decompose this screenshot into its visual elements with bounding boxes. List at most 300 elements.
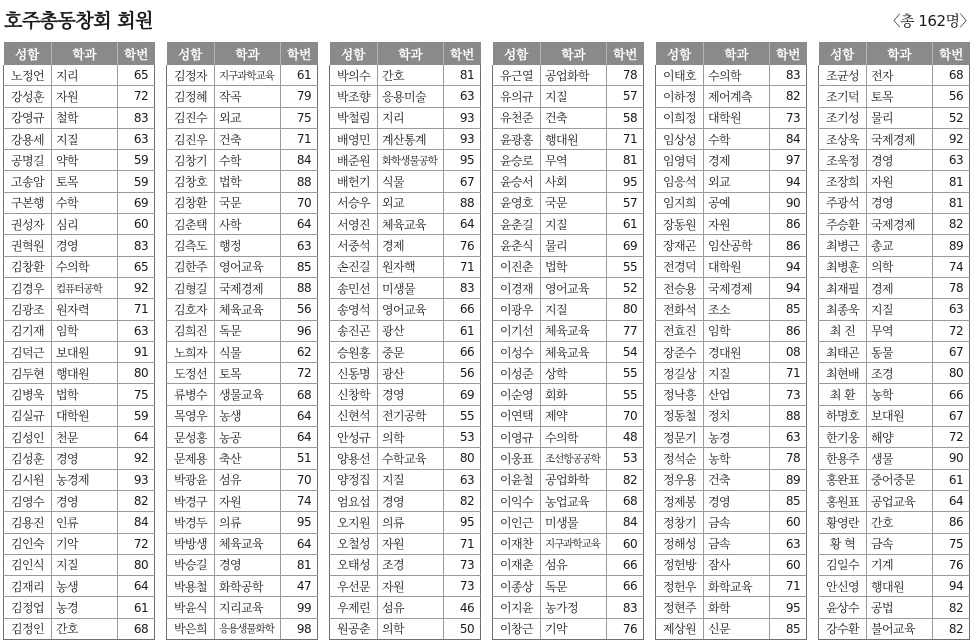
table-row — [493, 341, 644, 362]
member-name: 김재리 — [4, 576, 52, 597]
member-year: 66 — [444, 299, 481, 320]
table-row — [656, 256, 807, 277]
member-name: 도정선 — [167, 363, 215, 384]
member-dept: 체육교육 — [215, 299, 281, 320]
member-year: 91 — [118, 341, 155, 362]
table-row — [167, 469, 318, 490]
member-name: 박철림 — [330, 107, 378, 128]
table-row — [4, 107, 155, 128]
table-row — [493, 469, 644, 490]
member-year: 88 — [444, 192, 481, 213]
member-name: 강성훈 — [4, 86, 52, 107]
member-name: 정우용 — [656, 469, 704, 490]
table-row — [656, 171, 807, 192]
member-dept: 지질 — [704, 363, 770, 384]
member-year: 59 — [118, 171, 155, 192]
member-year: 70 — [281, 192, 318, 213]
member-dept: 의류 — [378, 512, 444, 533]
table-row — [167, 65, 318, 86]
member-name: 원공춘 — [330, 618, 378, 639]
member-dept: 상학 — [541, 363, 607, 384]
member-year: 86 — [770, 320, 807, 341]
member-year: 68 — [118, 618, 155, 639]
member-dept: 금속 — [867, 533, 933, 554]
member-year: 73 — [444, 576, 481, 597]
member-dept: 동물 — [867, 341, 933, 362]
header-row — [167, 42, 318, 65]
member-name: 배영민 — [330, 128, 378, 149]
member-dept: 의학 — [378, 618, 444, 639]
member-dept: 경영 — [704, 490, 770, 511]
table-row — [819, 448, 970, 469]
table-row — [493, 256, 644, 277]
member-year: 79 — [281, 86, 318, 107]
member-name: 김덕근 — [4, 341, 52, 362]
member-name: 전경덕 — [656, 256, 704, 277]
table-row — [4, 214, 155, 235]
member-dept: 신문 — [704, 618, 770, 639]
table-row — [493, 107, 644, 128]
table-row — [4, 150, 155, 171]
member-name: 홍원표 — [819, 490, 867, 511]
member-name: 승원홍 — [330, 341, 378, 362]
member-name: 서중석 — [330, 235, 378, 256]
member-year: 48 — [607, 427, 644, 448]
member-year: 81 — [933, 192, 970, 213]
table-row — [819, 86, 970, 107]
table-row — [819, 299, 970, 320]
table-row — [167, 86, 318, 107]
member-year: 71 — [281, 128, 318, 149]
member-year: 85 — [770, 618, 807, 639]
member-year: 84 — [281, 150, 318, 171]
member-dept: 화학 — [704, 597, 770, 618]
member-dept: 계산통계 — [378, 128, 444, 149]
table-row — [330, 107, 481, 128]
member-year: 82 — [933, 618, 970, 639]
table-row — [819, 597, 970, 618]
member-dept: 경영 — [867, 150, 933, 171]
member-name: 송민선 — [330, 277, 378, 298]
member-year: 70 — [607, 405, 644, 426]
member-name: 김경우 — [4, 277, 52, 298]
table-row — [493, 128, 644, 149]
member-dept: 해양 — [867, 427, 933, 448]
table-row — [330, 469, 481, 490]
table-row — [330, 192, 481, 213]
member-year: 51 — [281, 448, 318, 469]
member-dept: 대학원 — [704, 107, 770, 128]
table-row — [656, 554, 807, 575]
member-dept: 원자핵 — [378, 256, 444, 277]
member-year: 56 — [281, 299, 318, 320]
member-year: 82 — [933, 214, 970, 235]
member-dept: 농가정 — [541, 597, 607, 618]
table-row — [4, 448, 155, 469]
member-dept: 농학 — [704, 448, 770, 469]
table-row — [656, 533, 807, 554]
member-year: 63 — [933, 150, 970, 171]
member-year: 74 — [281, 490, 318, 511]
table-row — [493, 86, 644, 107]
table-row — [819, 363, 970, 384]
member-name: 최태곤 — [819, 341, 867, 362]
member-dept: 중어중문 — [867, 469, 933, 490]
member-year: 53 — [444, 427, 481, 448]
member-year: 64 — [444, 214, 481, 235]
member-name: 권성자 — [4, 214, 52, 235]
member-year: 59 — [118, 405, 155, 426]
table-row — [493, 363, 644, 384]
member-name: 이인근 — [493, 512, 541, 533]
table-row — [493, 448, 644, 469]
member-year: 71 — [770, 576, 807, 597]
table-row — [656, 299, 807, 320]
member-name: 김창환 — [167, 192, 215, 213]
member-name: 배준원 — [330, 150, 378, 171]
member-name: 하명호 — [819, 405, 867, 426]
table-row — [656, 469, 807, 490]
member-dept: 독문 — [541, 576, 607, 597]
member-name: 이영규 — [493, 427, 541, 448]
member-name: 최현배 — [819, 363, 867, 384]
member-year: 64 — [281, 533, 318, 554]
member-dept: 간호 — [867, 512, 933, 533]
member-year: 56 — [444, 363, 481, 384]
member-dept: 제어계측 — [704, 86, 770, 107]
member-year: 66 — [933, 384, 970, 405]
table-row — [330, 235, 481, 256]
table-row — [656, 490, 807, 511]
member-year: 73 — [770, 107, 807, 128]
table-row — [656, 341, 807, 362]
member-year: 75 — [118, 384, 155, 405]
member-year: 69 — [607, 235, 644, 256]
member-dept: 회화 — [541, 384, 607, 405]
member-year: 73 — [770, 384, 807, 405]
member-year: 63 — [281, 235, 318, 256]
member-dept: 산업 — [704, 384, 770, 405]
member-year: 80 — [933, 363, 970, 384]
member-dept: 인류 — [52, 512, 118, 533]
table-row — [493, 384, 644, 405]
member-name: 정헌방 — [656, 554, 704, 575]
member-year: 88 — [281, 277, 318, 298]
member-dept: 영어교육 — [541, 277, 607, 298]
table-row — [167, 320, 318, 341]
member-name: 윤상수 — [819, 597, 867, 618]
table-row — [493, 65, 644, 86]
table-row — [4, 363, 155, 384]
member-dept: 경제 — [867, 277, 933, 298]
member-dept: 미생물 — [378, 277, 444, 298]
member-dept: 식물 — [215, 341, 281, 362]
table-row — [330, 341, 481, 362]
table-row — [656, 192, 807, 213]
header-name: 성함 — [656, 42, 704, 65]
table-row — [819, 618, 970, 639]
member-year: 84 — [607, 512, 644, 533]
member-year: 83 — [118, 107, 155, 128]
table-row — [656, 235, 807, 256]
table-row — [4, 427, 155, 448]
table-row — [167, 150, 318, 171]
member-name: 신현석 — [330, 405, 378, 426]
member-year: 62 — [281, 341, 318, 362]
member-dept: 법학 — [215, 171, 281, 192]
member-table — [3, 42, 155, 640]
member-year: 92 — [933, 128, 970, 149]
member-name: 장동원 — [656, 214, 704, 235]
member-dept: 섬유 — [541, 554, 607, 575]
member-year: 96 — [281, 320, 318, 341]
table-row — [4, 320, 155, 341]
member-year: 95 — [444, 150, 481, 171]
member-year: 61 — [607, 214, 644, 235]
member-year: 64 — [118, 576, 155, 597]
table-row — [493, 533, 644, 554]
member-name: 이창근 — [493, 618, 541, 639]
member-name: 주광석 — [819, 192, 867, 213]
header-row — [819, 42, 970, 65]
member-dept: 국문 — [541, 192, 607, 213]
member-dept: 중문 — [378, 341, 444, 362]
table-row — [4, 576, 155, 597]
member-name: 강수환 — [819, 618, 867, 639]
member-name: 주승환 — [819, 214, 867, 235]
header-name: 성함 — [493, 42, 541, 65]
member-dept: 제약 — [541, 405, 607, 426]
member-name: 송진곤 — [330, 320, 378, 341]
member-name: 홍완표 — [819, 469, 867, 490]
member-name: 정석순 — [656, 448, 704, 469]
table-row — [819, 427, 970, 448]
member-year: 65 — [118, 65, 155, 86]
table-row — [4, 256, 155, 277]
table-row — [330, 597, 481, 618]
member-name: 전승용 — [656, 277, 704, 298]
member-name: 정해성 — [656, 533, 704, 554]
member-dept: 조경 — [378, 554, 444, 575]
table-row — [330, 427, 481, 448]
member-count: 〈총 162명〉 — [885, 12, 974, 30]
member-dept: 국제경제 — [867, 128, 933, 149]
header-name: 성함 — [819, 42, 867, 65]
member-dept: 금속 — [704, 533, 770, 554]
member-name: 김진수 — [167, 107, 215, 128]
member-name: 김희진 — [167, 320, 215, 341]
header-dept: 학과 — [52, 42, 118, 65]
header-year: 학번 — [607, 42, 644, 65]
member-name: 이연택 — [493, 405, 541, 426]
member-name: 황 혁 — [819, 533, 867, 554]
member-dept: 잠사 — [704, 554, 770, 575]
member-dept: 자원 — [215, 490, 281, 511]
member-year: 64 — [281, 427, 318, 448]
member-year: 84 — [118, 512, 155, 533]
table-row — [819, 490, 970, 511]
member-year: 53 — [607, 448, 644, 469]
member-name: 한용주 — [819, 448, 867, 469]
member-dept: 체육교육 — [541, 320, 607, 341]
member-name: 이성수 — [493, 341, 541, 362]
member-year: 61 — [118, 597, 155, 618]
member-dept: 토목 — [215, 363, 281, 384]
member-name: 이희정 — [656, 107, 704, 128]
member-table — [655, 42, 807, 640]
member-name: 김인숙 — [4, 533, 52, 554]
table-row — [819, 277, 970, 298]
member-dept: 물리 — [541, 235, 607, 256]
member-year: 81 — [933, 171, 970, 192]
member-year: 86 — [933, 512, 970, 533]
table-row — [330, 299, 481, 320]
table-row — [819, 576, 970, 597]
member-dept: 영어교육 — [378, 299, 444, 320]
member-table — [166, 42, 318, 640]
table-row — [4, 533, 155, 554]
member-name: 박의수 — [330, 65, 378, 86]
table-row — [167, 405, 318, 426]
member-year: 71 — [118, 299, 155, 320]
member-dept: 섬유 — [215, 469, 281, 490]
member-year: 94 — [770, 256, 807, 277]
table-row — [656, 128, 807, 149]
member-dept: 응용미술 — [378, 86, 444, 107]
table-row — [4, 192, 155, 213]
table-row — [493, 192, 644, 213]
member-dept: 의학 — [867, 256, 933, 277]
member-name: 노정언 — [4, 65, 52, 86]
table-row — [493, 576, 644, 597]
table-row — [656, 618, 807, 639]
member-name: 한기웅 — [819, 427, 867, 448]
member-name: 서영진 — [330, 214, 378, 235]
table-row — [330, 256, 481, 277]
member-year: 92 — [118, 448, 155, 469]
member-dept: 농생 — [215, 405, 281, 426]
member-year: 52 — [933, 107, 970, 128]
member-name: 장준수 — [656, 341, 704, 362]
member-year: 98 — [281, 618, 318, 639]
member-name: 김창기 — [167, 150, 215, 171]
member-table — [492, 42, 644, 640]
member-name: 윤춘길 — [493, 214, 541, 235]
member-name: 최종욱 — [819, 299, 867, 320]
table-row — [167, 597, 318, 618]
member-name: 정동철 — [656, 405, 704, 426]
member-dept: 컴퓨터공학 — [52, 277, 118, 298]
member-name: 안성규 — [330, 427, 378, 448]
table-row — [330, 533, 481, 554]
member-name: 류병수 — [167, 384, 215, 405]
member-name: 목영우 — [167, 405, 215, 426]
member-name: 노희자 — [167, 341, 215, 362]
member-name: 김두현 — [4, 363, 52, 384]
member-dept: 공예 — [704, 192, 770, 213]
member-name: 오철성 — [330, 533, 378, 554]
page-title: 호주총동창회 회원 — [4, 10, 153, 32]
member-year: 82 — [933, 597, 970, 618]
member-dept: 섬유 — [378, 597, 444, 618]
table-row — [493, 512, 644, 533]
member-dept: 경영 — [378, 384, 444, 405]
table-row — [493, 214, 644, 235]
member-dept: 농공 — [215, 427, 281, 448]
member-dept: 농경제 — [52, 469, 118, 490]
member-dept: 농생 — [52, 576, 118, 597]
member-dept: 의류 — [215, 512, 281, 533]
member-name: 정문기 — [656, 427, 704, 448]
member-table — [329, 42, 481, 640]
table-row — [330, 405, 481, 426]
member-dept: 광산 — [378, 363, 444, 384]
member-year: 67 — [933, 405, 970, 426]
table-row — [167, 192, 318, 213]
table-row — [167, 448, 318, 469]
member-name: 황영란 — [819, 512, 867, 533]
header-year: 학번 — [118, 42, 155, 65]
member-year: 55 — [607, 363, 644, 384]
member-year: 72 — [118, 533, 155, 554]
table-row — [330, 128, 481, 149]
member-name: 김시원 — [4, 469, 52, 490]
member-dept: 행대원 — [541, 128, 607, 149]
member-dept: 영어교육 — [215, 256, 281, 277]
member-name: 권혁원 — [4, 235, 52, 256]
table-row — [330, 65, 481, 86]
member-name: 강용세 — [4, 128, 52, 149]
table-row — [167, 363, 318, 384]
member-dept: 국문 — [215, 192, 281, 213]
member-dept: 원자력 — [52, 299, 118, 320]
header-year: 학번 — [933, 42, 970, 65]
member-dept: 대학원 — [52, 405, 118, 426]
table-row — [330, 490, 481, 511]
member-name: 박승길 — [167, 554, 215, 575]
member-year: 78 — [933, 277, 970, 298]
member-dept: 조소 — [704, 299, 770, 320]
table-row — [167, 299, 318, 320]
member-year: 83 — [444, 277, 481, 298]
table-row — [819, 65, 970, 86]
member-dept: 전자 — [867, 65, 933, 86]
member-dept: 천문 — [52, 427, 118, 448]
member-dept: 물리 — [867, 107, 933, 128]
member-dept: 체육교육 — [541, 341, 607, 362]
member-name: 이재찬 — [493, 533, 541, 554]
member-dept: 생물교육 — [215, 384, 281, 405]
member-name: 김정혜 — [167, 86, 215, 107]
member-name: 이태호 — [656, 65, 704, 86]
member-year: 92 — [118, 277, 155, 298]
table-row — [656, 107, 807, 128]
member-name: 유근열 — [493, 65, 541, 86]
table-row — [656, 405, 807, 426]
member-dept: 사학 — [215, 214, 281, 235]
member-name: 전효진 — [656, 320, 704, 341]
member-year: 84 — [770, 128, 807, 149]
member-dept: 기악 — [52, 533, 118, 554]
member-year: 82 — [444, 490, 481, 511]
member-name: 정낙흥 — [656, 384, 704, 405]
member-tables — [3, 42, 970, 640]
header-dept: 학과 — [215, 42, 281, 65]
member-dept: 국제경제 — [867, 214, 933, 235]
header-name: 성함 — [330, 42, 378, 65]
member-name: 이진춘 — [493, 256, 541, 277]
member-dept: 수의학 — [704, 65, 770, 86]
